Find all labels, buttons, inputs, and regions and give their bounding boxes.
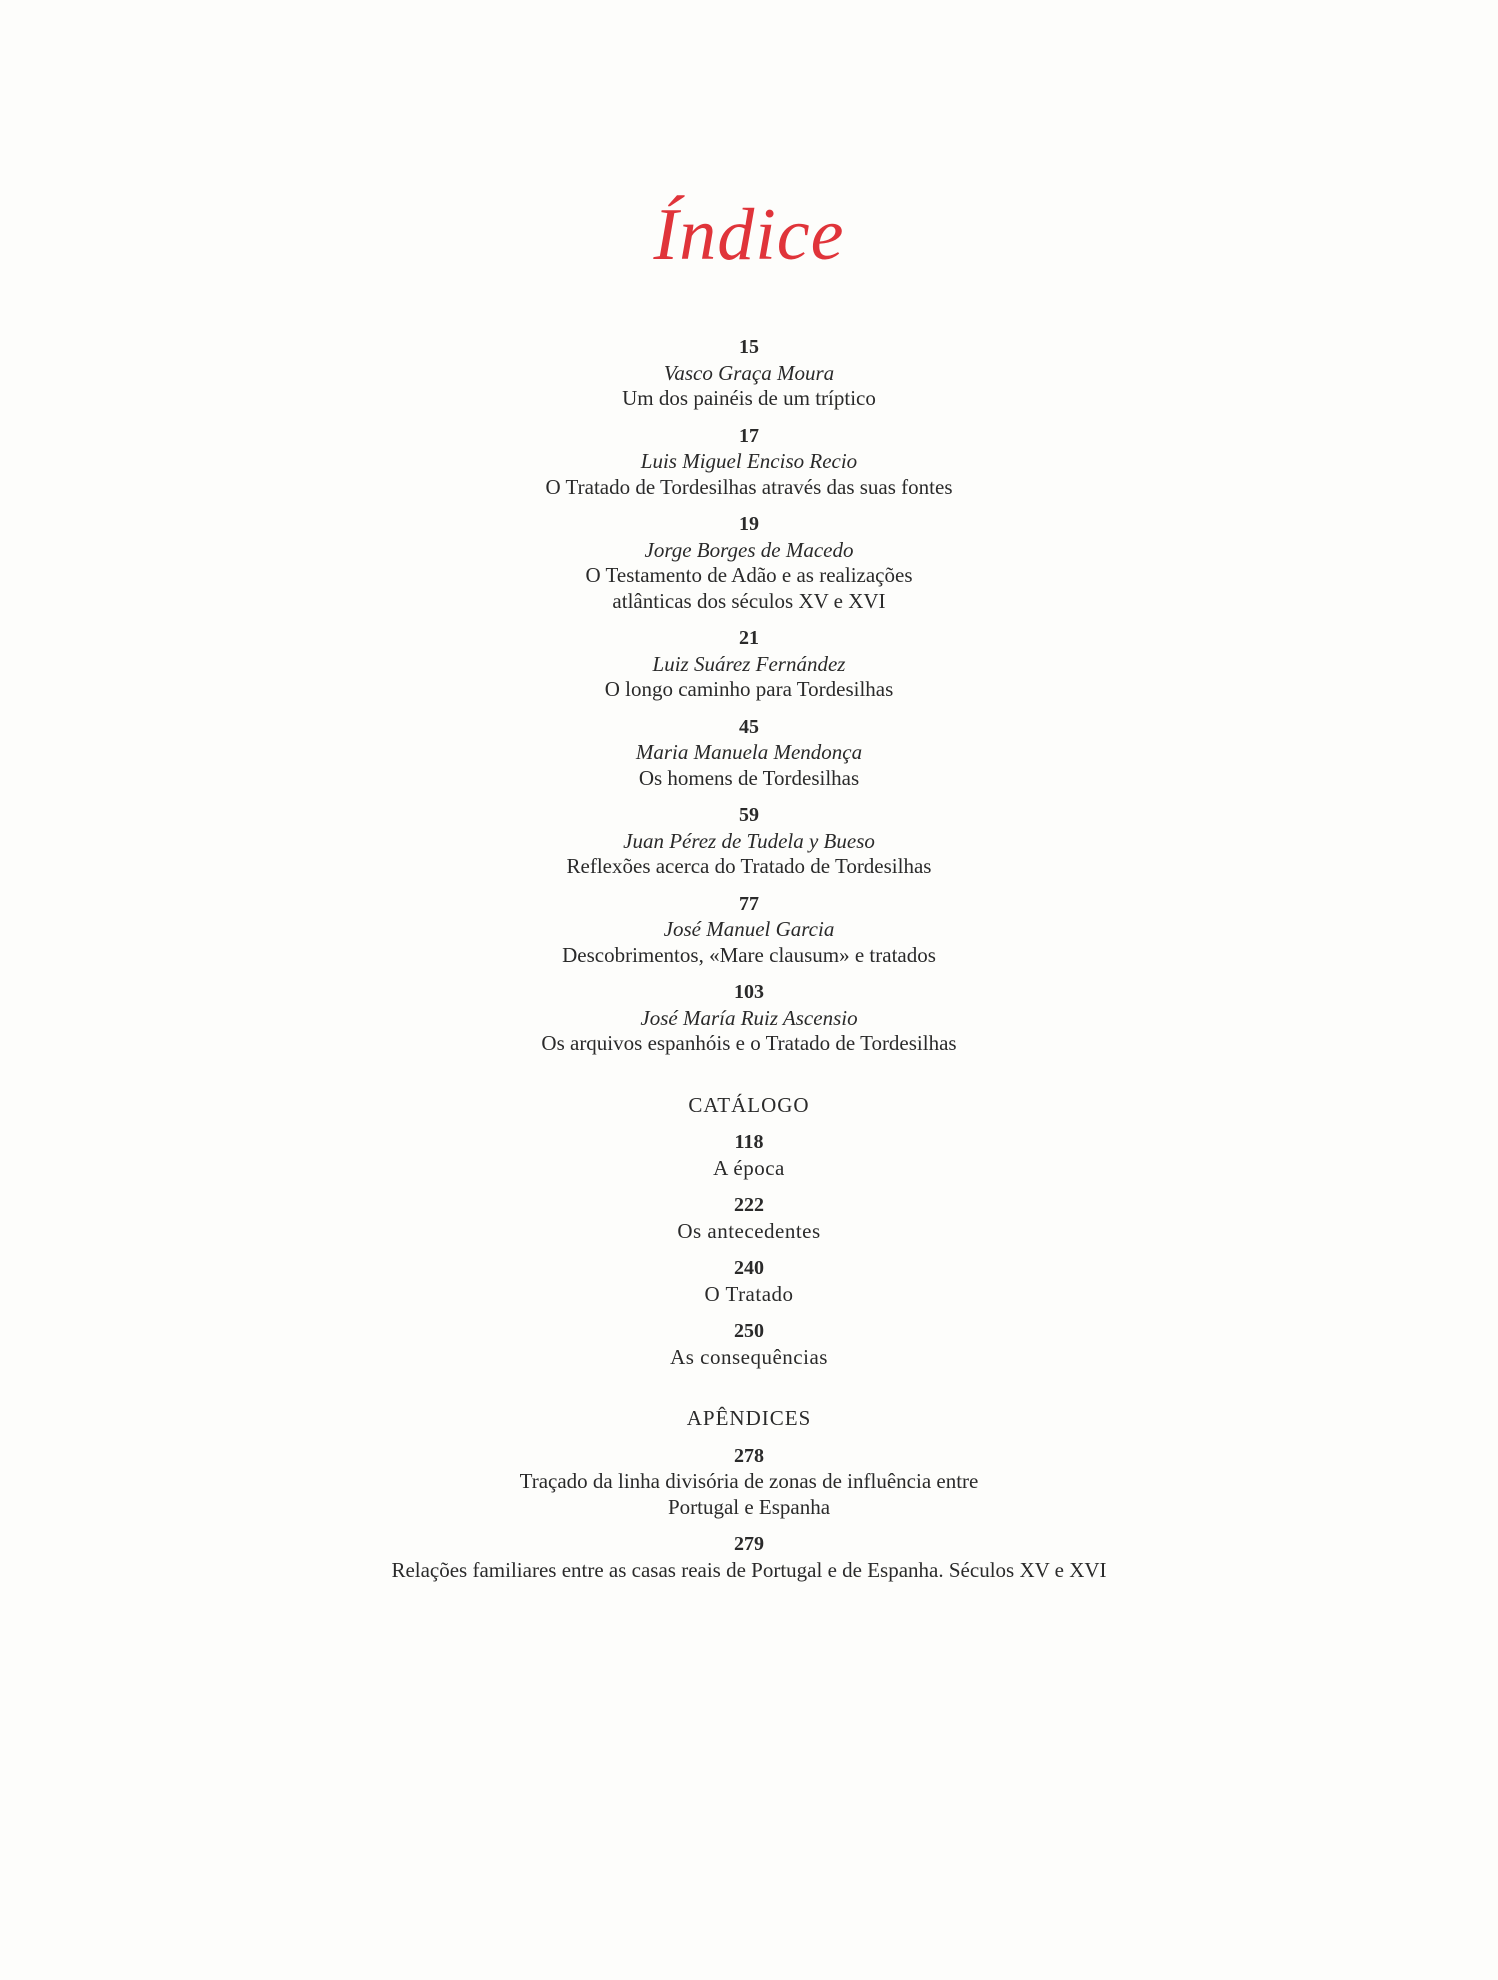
appendix-entry — [0, 1532, 1498, 1583]
toc-title: O Tratado — [704, 1281, 794, 1306]
toc-title: Relações familiares entre as casas reais de Portugal e de Espanha. Séculos XV e XVI — [391, 1557, 1107, 1582]
toc-author: Jorge Borges de Macedo — [644, 537, 854, 562]
toc-title: Um dos painéis de um tríptico — [622, 386, 876, 410]
toc-entry — [0, 626, 1498, 703]
toc-title: Traçado da linha divisória de zonas de influência entre Portugal e Espanha — [519, 1469, 979, 1519]
toc-entry — [0, 892, 1498, 969]
catalog-entry — [0, 1130, 1498, 1181]
catalog-entry — [0, 1256, 1498, 1307]
toc-page-number: 59 — [739, 804, 759, 826]
toc-title: A época — [713, 1155, 785, 1180]
toc-author: Luiz Suárez Fernández — [652, 651, 846, 676]
toc-entry — [0, 424, 1498, 501]
toc-page-number: 21 — [739, 627, 759, 649]
toc-page-number: 103 — [734, 981, 764, 1003]
toc-page-number: 222 — [734, 1194, 764, 1216]
toc-title: Reflexões acerca do Tratado de Tordesilhas — [566, 854, 932, 878]
toc-author: José María Ruiz Ascensio — [640, 1005, 858, 1030]
toc-page-number: 19 — [739, 513, 759, 535]
toc-page-number: 240 — [734, 1257, 764, 1279]
toc-entry — [0, 512, 1498, 614]
catalog-heading: CATÁLOGO — [688, 1092, 810, 1117]
toc-author: Vasco Graça Moura — [663, 360, 835, 385]
table-of-contents — [0, 335, 1498, 1595]
catalog-entry — [0, 1319, 1498, 1370]
toc-title: O Tratado de Tordesilhas através das suas fontes — [545, 474, 953, 499]
toc-author: Maria Manuela Mendonça — [635, 740, 863, 764]
toc-title: Os antecedentes — [677, 1218, 821, 1243]
page-title: Índice — [653, 194, 845, 276]
toc-title: Os homens de Tordesilhas — [638, 765, 860, 790]
toc-page-number: 77 — [739, 892, 759, 915]
toc-page-number: 15 — [739, 336, 759, 358]
toc-page-number: 279 — [734, 1533, 764, 1555]
toc-author: Luis Miguel Enciso Recio — [640, 449, 858, 473]
toc-page-number: 45 — [739, 715, 759, 738]
toc-title: Os arquivos espanhóis e o Tratado de Tordesilhas — [541, 1031, 957, 1055]
toc-entry — [0, 335, 1498, 412]
toc-page-number: 278 — [734, 1444, 764, 1467]
toc-author: Juan Pérez de Tudela y Bueso — [623, 828, 875, 853]
toc-title: Descobrimentos, «Mare clausum» e tratados — [562, 942, 936, 967]
toc-title: As consequências — [670, 1344, 828, 1369]
toc-page-number: 17 — [739, 424, 759, 447]
toc-title: O longo caminho para Tordesilhas — [604, 677, 894, 701]
toc-entry — [0, 715, 1498, 792]
toc-page-number: 118 — [734, 1131, 764, 1153]
toc-page-number: 250 — [734, 1320, 764, 1342]
toc-entry — [0, 980, 1498, 1057]
appendices-heading: APÊNDICES — [686, 1406, 812, 1430]
toc-title: O Testamento de Adão e as realizações atlânticas dos séculos XV e XVI — [585, 563, 913, 613]
toc-author: José Manuel Garcia — [663, 917, 835, 941]
toc-entry — [0, 803, 1498, 880]
catalog-entry — [0, 1193, 1498, 1244]
appendix-entry — [0, 1444, 1498, 1521]
